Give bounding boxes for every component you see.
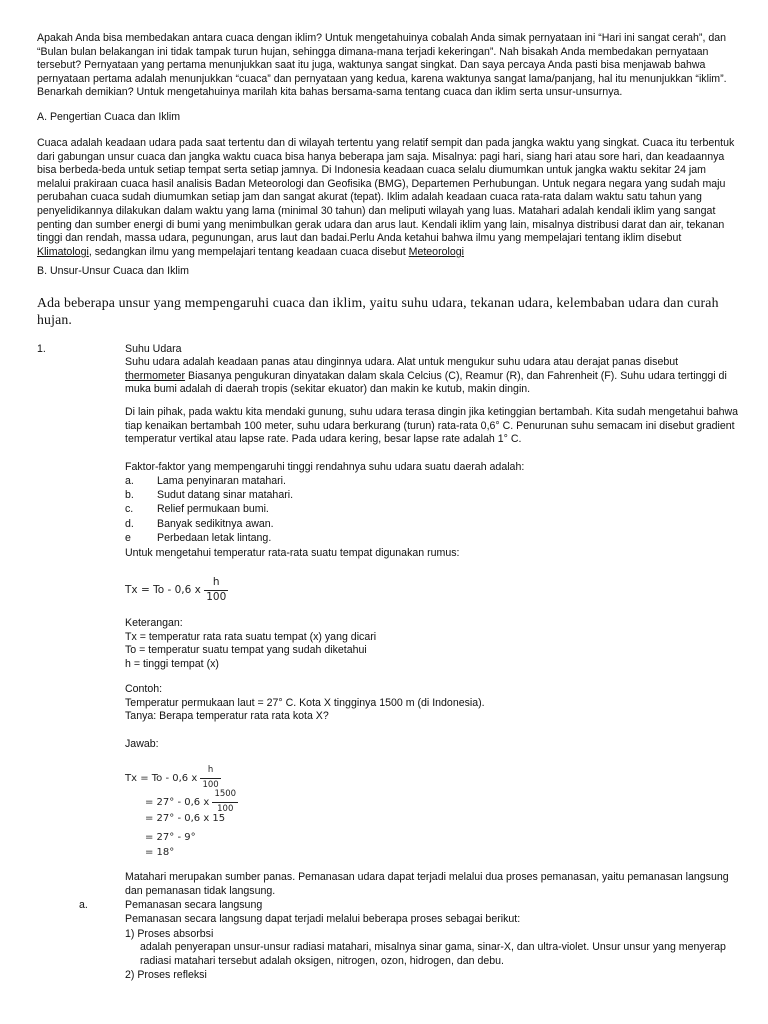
intro-paragraph [37,32,737,100]
solution-text: Tx = To - 0,6 x [125,773,198,785]
suhu-paragraph-2: Di lain pihak, pada waktu kita mendaki gunung, suhu udara terasa dingin jika ketinggian bertambah. Kita sudah mengetahui bahwa tiap kenaikan bertambah 100 meter, suhu udara berkurang (turun) rata-rata 0,6° C. Penurunan suhu semacam ini disebut gradient temperatur vertikal atau lapse rate. Pada udara kering, besar lapse rate adalah 1° C. [125,406,739,446]
factor-item [125,503,525,517]
factor-letter: a. [125,475,134,487]
intro-text: Apakah Anda bisa membedakan antara cuaca dengan iklim? Untuk mengetahuinya cobalah Anda simak pernyataan ini “Hari ini sangat cerah”, dan “Bulan bulan belakangan ini tidak tampak turun hujan, sehingga dimana-mana terjadi kekeringan”. Nah bisakah Anda membedakan pernyataan tersebut? Pernyataan yang pertama menunjukkan saat itu juga, waktunya sangat singkat. Dan saya percaya Anda pasti bisa menjawab bahwa pernyataan pertama adalah menunjukkan “cuaca” dan pernyataan yang kedua, karena waktunya sangat lama/panjang, hal itu menunjukkan “iklim”. Benarkah demikian? Untuk mengetahuinya marilah kita bahas bersama-sama tentang cuaca dan iklim serta unsur-unsurnya. [37,32,727,99]
jawab-label: Jawab: [125,738,159,750]
item-1-number: 1. [37,343,46,355]
proc-1-title: 1) Proses absorbsi [125,928,214,940]
formula-intro: Untuk mengetahui temperatur rata-rata suatu tempat digunakan rumus: [125,547,460,559]
thermometer-link[interactable]: thermometer [125,369,186,382]
solution-text: = 27° - 0,6 x [145,797,210,809]
suhu-p1-text-b: Biasanya pengukuran dinyatakan dalam skala Celcius (C), Reamur (R), dan Fahrenheit (F). Suhu udara tertinggi di muka bumi adalah di daerah tropis (sekitar ekuator) dan makin ke kutub, makin dingin. [125,369,727,396]
solution-denominator: 100 [217,803,234,814]
solution-line [125,788,325,812]
meteorologi-link[interactable]: Meteorologi [408,245,464,258]
factor-letter: e [125,531,131,544]
factor-letter: b. [125,489,134,502]
contoh-block [125,683,645,724]
solution-numerator: 1500 [212,788,238,803]
factor-item [125,475,525,489]
sub-a-text: Pemanasan secara langsung dapat terjadi melalui beberapa proses sebagai berikut: [125,913,521,925]
solution-line: = 18° [145,847,175,858]
formula-numerator: h [204,576,228,591]
solution-numerator: h [200,764,220,779]
klimatologi-link[interactable]: Klimatologi [37,245,89,258]
suhu-p1-text-a: Suhu udara adalah keadaan panas atau dinginnya udara. Alat untuk mengukur suhu udara atau derajat panas disebut [125,356,679,368]
suhu-paragraph-1 [125,356,735,397]
keterangan-line: To = temperatur suatu tempat yang sudah diketahui [125,644,367,657]
matahari-paragraph: Matahari merupakan sumber panas. Pemanasan udara dapat terjadi melalui dua proses pemanasan, yaitu pemanasan langsung dan pemanasan tidak langsung. [125,871,729,897]
factor-item [125,532,525,546]
factors-list [125,475,525,546]
item-1-title: Suhu Udara [125,343,182,355]
proc-1-text: adalah penyerapan unsur-unsur radiasi matahari, misalnya sinar gama, sinar-X, dan ultra-violet. Unsur unsur yang menyerap radiasi matahari tersebut adalah oksigen, nitrogen, ozon, hidrogen, dan debu. [140,941,726,967]
section-b-heading: B. Unsur-Unsur Cuaca dan Iklim [37,265,189,277]
formula-image [125,576,228,604]
keterangan-line: Keterangan: [125,617,183,629]
factor-text: Perbedaan letak lintang. [157,531,272,544]
formula-lhs: Tx = To - 0,6 x [125,584,201,597]
factor-text: Relief permukaan bumi. [157,503,269,516]
contoh-line: Temperatur permukaan laut = 27° C. Kota X tingginya 1500 m (di Indonesia). [125,696,485,709]
contoh-line: Contoh: [125,683,163,695]
section-a-mid-text: , sedangkan ilmu yang mempelajari tentang keadaan cuaca disebut [88,245,409,258]
keterangan-line: h = tinggi tempat (x) [125,657,219,670]
keterangan-block [125,617,625,671]
section-b-intro: Ada beberapa unsur yang mempengaruhi cuaca dan iklim, yaitu suhu udara, tekanan udara, kelembaban udara dan curah hujan. [37,295,719,327]
solution-line [125,764,325,788]
formula-fraction [204,576,228,604]
solution-line: = 27° - 0,6 x 15 [145,813,226,824]
factor-item [125,518,525,532]
section-a-paragraph [37,137,737,259]
proc-2-title: 2) Proses refleksi [125,969,207,981]
factors-intro: Faktor-faktor yang mempengaruhi tinggi rendahnya suhu udara suatu daerah adalah: [125,461,525,473]
factor-item [125,489,525,503]
sub-a-title: Pemanasan secara langsung [125,899,263,911]
section-a-text: Cuaca adalah keadaan udara pada saat tertentu dan di wilayah tertentu yang relatif sempit dan pada jangka waktu yang singkat. Cuaca itu terbentuk dari gabungan unsur cuaca dan jangka waktu cuaca bisa hanya beberapa jam saja. Misalnya: pagi hari, siang hari atau sore hari, dan keadaannya bisa berbeda-beda untuk setiap tempat serta setiap jamnya. Di Indonesia keadaan cuaca selalu diumumkan untuk jangka waktu sekitar 24 jam melalui prakiraan cuaca hasil analisis Badan Meteorologi dan Geofisika (BMG), Departemen Perhubungan. Untuk negara negara yang sudah maju perubahan cuaca sudah diumumkan setiap jam dan sangat akurat (tepat). Iklim adalah keadaan cuaca rata-rata dalam waktu satu tahun yang penyelidikannya dilakukan dalam waktu yang lama (minimal 30 tahun) dan meliputi wilayah yang luas. Matahari adalah kendali iklim yang sangat penting dan sumber energi di bumi yang menimbulkan gerak udara dan arus laut. Kendali iklim yang lain, misalnya distribusi darat dan air, tekanan tinggi dan rendah, massa udara, pegunungan, arus laut dan badai.Perlu Anda ketahui bahwa ilmu yang mempelajari tentang iklim disebut [37,137,735,245]
solution-denominator: 100 [202,779,219,790]
factor-letter: c. [125,503,134,516]
factor-text: Sudut datang sinar matahari. [157,489,294,502]
solution-image [125,764,325,861]
solution-line: = 27° - 9° [145,832,196,843]
formula-denominator: 100 [206,590,227,603]
section-a-heading: A. Pengertian Cuaca dan Iklim [37,111,181,123]
factor-text: Lama penyinaran matahari. [157,475,286,487]
factor-text: Banyak sedikitnya awan. [157,517,274,530]
keterangan-line: Tx = temperatur rata rata suatu tempat (x) yang dicari [125,630,377,643]
sub-a-letter: a. [79,899,88,911]
factor-letter: d. [125,517,134,530]
contoh-line: Tanya: Berapa temperatur rata rata kota X? [125,710,329,723]
